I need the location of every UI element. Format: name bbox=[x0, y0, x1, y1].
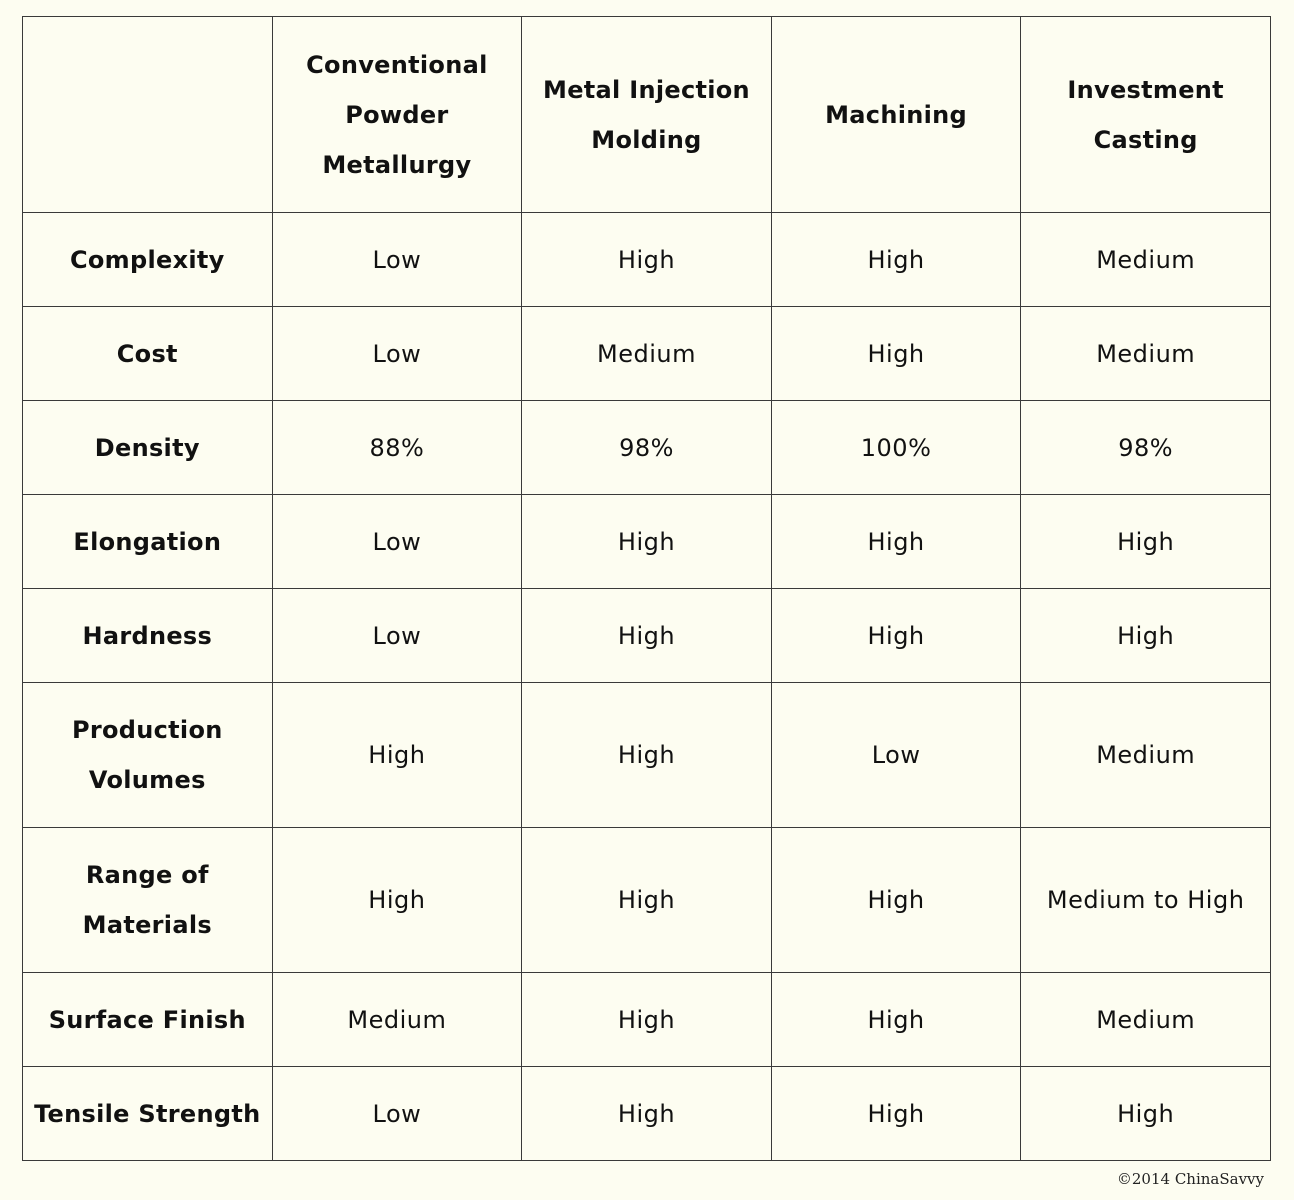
table-cell: Medium bbox=[1021, 307, 1271, 401]
table-cell: Low bbox=[771, 683, 1021, 828]
table-row bbox=[23, 1067, 1271, 1161]
table-cell: High bbox=[522, 589, 772, 683]
header-row bbox=[23, 17, 1271, 213]
table-cell: High bbox=[771, 828, 1021, 973]
row-label: Range of Materials bbox=[23, 828, 273, 973]
column-header: Metal Injection Molding bbox=[522, 17, 772, 213]
table-cell: High bbox=[1021, 1067, 1271, 1161]
row-label: Tensile Strength bbox=[23, 1067, 273, 1161]
table-row bbox=[23, 401, 1271, 495]
row-label: Surface Finish bbox=[23, 973, 273, 1067]
row-label: Complexity bbox=[23, 213, 273, 307]
table-row bbox=[23, 495, 1271, 589]
table-cell: High bbox=[771, 1067, 1021, 1161]
table-cell: High bbox=[522, 683, 772, 828]
table-cell: 98% bbox=[1021, 401, 1271, 495]
table-cell: Medium bbox=[1021, 213, 1271, 307]
table-cell: High bbox=[522, 213, 772, 307]
column-header: Investment Casting bbox=[1021, 17, 1271, 213]
table-cell: High bbox=[771, 495, 1021, 589]
row-label: Density bbox=[23, 401, 273, 495]
table-cell: 98% bbox=[522, 401, 772, 495]
row-label: Hardness bbox=[23, 589, 273, 683]
table-row bbox=[23, 307, 1271, 401]
table-cell: Low bbox=[272, 307, 522, 401]
copyright-notice: ©2014 ChinaSavvy bbox=[1116, 1170, 1264, 1188]
table-row bbox=[23, 683, 1271, 828]
table-row bbox=[23, 973, 1271, 1067]
comparison-table-container bbox=[22, 16, 1270, 1161]
table-cell: High bbox=[522, 1067, 772, 1161]
table-cell: 88% bbox=[272, 401, 522, 495]
table-cell: 100% bbox=[771, 401, 1021, 495]
table-cell: Medium bbox=[1021, 973, 1271, 1067]
row-label: Cost bbox=[23, 307, 273, 401]
table-cell: High bbox=[272, 828, 522, 973]
column-header: Conventional Powder Metallurgy bbox=[272, 17, 522, 213]
table-cell: High bbox=[771, 213, 1021, 307]
table-cell: Medium bbox=[272, 973, 522, 1067]
table-cell: Low bbox=[272, 1067, 522, 1161]
table-cell: Low bbox=[272, 213, 522, 307]
table-row bbox=[23, 213, 1271, 307]
column-header: Machining bbox=[771, 17, 1021, 213]
table-cell: High bbox=[522, 495, 772, 589]
table-cell: High bbox=[771, 973, 1021, 1067]
table-cell: High bbox=[771, 307, 1021, 401]
table-cell: Low bbox=[272, 589, 522, 683]
row-label: Production Volumes bbox=[23, 683, 273, 828]
table-cell: High bbox=[1021, 495, 1271, 589]
table-cell: High bbox=[771, 589, 1021, 683]
corner-cell bbox=[23, 17, 273, 213]
table-cell: Medium bbox=[1021, 683, 1271, 828]
table-cell: Low bbox=[272, 495, 522, 589]
table-cell: High bbox=[522, 828, 772, 973]
table-cell: High bbox=[522, 973, 772, 1067]
table-cell: High bbox=[272, 683, 522, 828]
row-label: Elongation bbox=[23, 495, 273, 589]
manufacturing-comparison-table bbox=[22, 16, 1271, 1161]
table-cell: Medium to High bbox=[1021, 828, 1271, 973]
table-cell: High bbox=[1021, 589, 1271, 683]
table-row bbox=[23, 589, 1271, 683]
table-cell: Medium bbox=[522, 307, 772, 401]
table-row bbox=[23, 828, 1271, 973]
